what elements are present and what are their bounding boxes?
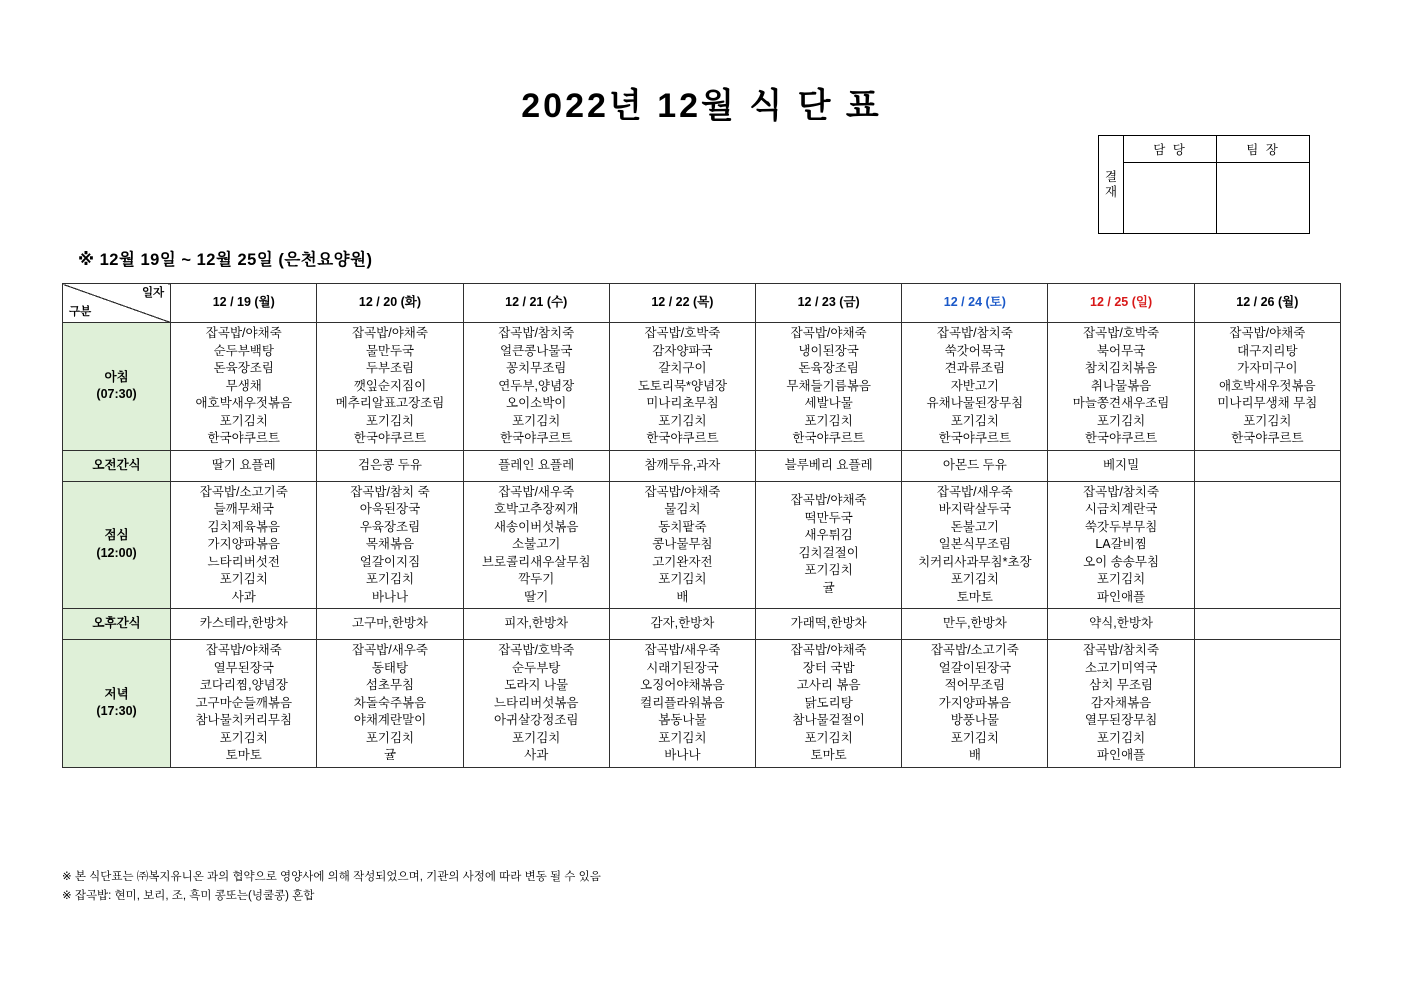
- meal-cell-r2-c3: 플레인 요플레: [463, 450, 609, 481]
- meal-cell-r5-c2: 잡곡밥/새우죽 동태탕 섬초무침 차돌숙주볶음 야채계란말이 포기김치 귤: [317, 640, 463, 768]
- meal-cell-r4-c8: [1194, 609, 1340, 640]
- meal-cell-r4-c2: 고구마,한방차: [317, 609, 463, 640]
- meal-cell-r2-c8: [1194, 450, 1340, 481]
- meal-cell-r4-c1: 카스테라,한방차: [171, 609, 317, 640]
- meal-cell-r3-c3: 잡곡밥/새우죽 호박고추장찌개 새송이버섯볶음 소불고기 브로콜리새우살무침 깍두기 딸기: [463, 481, 609, 609]
- meal-row-점심: [63, 481, 1341, 609]
- meal-row-오후간식: [63, 609, 1341, 640]
- meal-cell-r1-c2: 잡곡밥/야채죽 물만두국 두부조림 깻잎순지짐이 메추리알표고장조림 포기김치 한국야쿠르트: [317, 323, 463, 451]
- meal-cell-r3-c6: 잡곡밥/새우죽 바지락살두국 돈불고기 일본식무조림 치커리사과무침*초장 포기김치 토마토: [902, 481, 1048, 609]
- meal-cell-r1-c1: 잡곡밥/야채죽 순두부백탕 돈육장조림 무생채 애호박새우젓볶음 포기김치 한국야쿠르트: [171, 323, 317, 451]
- meal-cell-r1-c7: 잡곡밥/호박죽 북어무국 참치김치볶음 취나물볶음 마늘쫑견새우조림 포기김치 한국야쿠르트: [1048, 323, 1194, 451]
- meal-cell-r4-c3: 피자,한방차: [463, 609, 609, 640]
- meal-category-2: 오전간식: [63, 450, 171, 481]
- meal-cell-r5-c1: 잡곡밥/야채죽 열무된장국 코다리찜,양념장 고구마순들깨볶음 참나물치커리무침 포기김치 토마토: [171, 640, 317, 768]
- meal-row-저녁: [63, 640, 1341, 768]
- footnote-2: ※ 잡곡밥: 현미, 보리, 조, 흑미 콩또는(넝쿨콩) 혼합: [62, 890, 315, 902]
- footnote-1: ※ 본 식단표는 ㈜복지유니온 과의 협약으로 영양사에 의해 작성되었으며, 기관의 사정에 따라 변동 될 수 있음: [62, 871, 601, 883]
- meal-cell-r2-c5: 블루베리 요플레: [756, 450, 902, 481]
- day-header-8: 12 / 26 (월): [1194, 284, 1340, 323]
- meal-cell-r2-c4: 참깨두유,과자: [609, 450, 755, 481]
- day-header-1: 12 / 19 (월): [171, 284, 317, 323]
- meal-cell-r1-c4: 잡곡밥/호박죽 감자양파국 갈치구이 도토리묵*양념장 미나리초무침 포기김치 한국야쿠르트: [609, 323, 755, 451]
- meal-cell-r3-c1: 잡곡밥/소고기죽 들깨무채국 김치제육볶음 가지양파볶음 느타리버섯전 포기김치 사과: [171, 481, 317, 609]
- meal-cell-r5-c4: 잡곡밥/새우죽 시래기된장국 오징어야채볶음 컬리플라워볶음 봄동나물 포기김치 바나나: [609, 640, 755, 768]
- meal-category-1: 아침 (07:30): [63, 323, 171, 451]
- corner-category-label: 구분: [69, 305, 92, 318]
- meal-category-3: 점심 (12:00): [63, 481, 171, 609]
- footnotes: [62, 868, 601, 906]
- meal-cell-r2-c1: 딸기 요플레: [171, 450, 317, 481]
- meal-cell-r4-c7: 약식,한방차: [1048, 609, 1194, 640]
- day-header-5: 12 / 23 (금): [756, 284, 902, 323]
- meal-cell-r1-c6: 잡곡밥/참치죽 쑥갓어묵국 견과류조림 자반고기 유채나물된장무침 포기김치 한국야쿠르트: [902, 323, 1048, 451]
- approval-header-manager: 팀 장: [1217, 136, 1310, 163]
- meal-cell-r3-c7: 잡곡밥/참치죽 시금치계란국 쑥갓두부무침 LA갈비찜 오이 송송무침 포기김치 파인애플: [1048, 481, 1194, 609]
- meal-cell-r1-c3: 잡곡밥/참치죽 얼큰콩나물국 꽁치무조림 연두부,양념장 오이소박이 포기김치 한국야쿠르트: [463, 323, 609, 451]
- approval-signature-manager[interactable]: [1217, 163, 1310, 234]
- approval-box: [1098, 135, 1310, 234]
- meal-cell-r1-c8: 잡곡밥/야채죽 대구지리탕 가자미구이 애호박새우젓볶음 미나리무생채 무침 포기김치 한국야쿠르트: [1194, 323, 1340, 451]
- meal-cell-r3-c4: 잡곡밥/야채죽 물김치 동치팥죽 콩나물무침 고기완자전 포기김치 배: [609, 481, 755, 609]
- meal-cell-r5-c5: 잡곡밥/야채죽 장터 국밥 고사리 볶음 닭도리탕 참나물겉절이 포기김치 토마토: [756, 640, 902, 768]
- meal-cell-r4-c6: 만두,한방차: [902, 609, 1048, 640]
- approval-vertical-label: 결 재: [1099, 136, 1124, 234]
- meal-row-아침: [63, 323, 1341, 451]
- day-header-2: 12 / 20 (화): [317, 284, 463, 323]
- meal-cell-r5-c8: [1194, 640, 1340, 768]
- corner-day-label: 일자: [141, 287, 165, 299]
- meal-cell-r3-c2: 잡곡밥/참치 죽 아욱된장국 우육장조림 목채볶음 얼갈이지짐 포기김치 바나나: [317, 481, 463, 609]
- meal-row-오전간식: [63, 450, 1341, 481]
- day-header-7: 12 / 25 (일): [1048, 284, 1194, 323]
- table-corner-cell: [63, 284, 171, 323]
- day-header-3: 12 / 21 (수): [463, 284, 609, 323]
- menu-table: [62, 283, 1341, 768]
- meal-cell-r3-c8: [1194, 481, 1340, 609]
- meal-cell-r5-c3: 잡곡밥/호박죽 순두부탕 도라지 나물 느타리버섯볶음 아귀살강정조림 포기김치 사과: [463, 640, 609, 768]
- day-header-4: 12 / 22 (목): [609, 284, 755, 323]
- meal-cell-r3-c5: 잡곡밥/야채죽 떡만두국 새우튀김 김치걸절이 포기김치 귤: [756, 481, 902, 609]
- meal-cell-r5-c6: 잡곡밥/소고기죽 얼갈이된장국 적어무조림 가지양파볶음 방풍나물 포기김치 배: [902, 640, 1048, 768]
- meal-cell-r5-c7: 잡곡밥/참치죽 소고기미역국 삼치 무조림 감자채볶음 열무된장무침 포기김치 파인애플: [1048, 640, 1194, 768]
- day-header-6: 12 / 24 (토): [902, 284, 1048, 323]
- approval-header-staff: 담 당: [1124, 136, 1217, 163]
- meal-cell-r4-c4: 감자,한방차: [609, 609, 755, 640]
- page-title: 2022년 12월 식 단 표: [521, 87, 882, 125]
- meal-cell-r2-c7: 베지밀: [1048, 450, 1194, 481]
- meal-cell-r1-c5: 잡곡밥/야채죽 냉이된장국 돈육장조림 무채들기름볶음 세발나물 포기김치 한국야쿠르트: [756, 323, 902, 451]
- meal-cell-r4-c5: 가래떡,한방차: [756, 609, 902, 640]
- period-subtitle: ※ 12월 19일 ~ 12월 25일 (은천요양원): [78, 251, 373, 269]
- meal-cell-r2-c2: 검은콩 두유: [317, 450, 463, 481]
- meal-category-5: 저녁 (17:30): [63, 640, 171, 768]
- table-header-row: [63, 284, 1341, 323]
- approval-signature-staff[interactable]: [1124, 163, 1217, 234]
- meal-category-4: 오후간식: [63, 609, 171, 640]
- meal-cell-r2-c6: 아몬드 두유: [902, 450, 1048, 481]
